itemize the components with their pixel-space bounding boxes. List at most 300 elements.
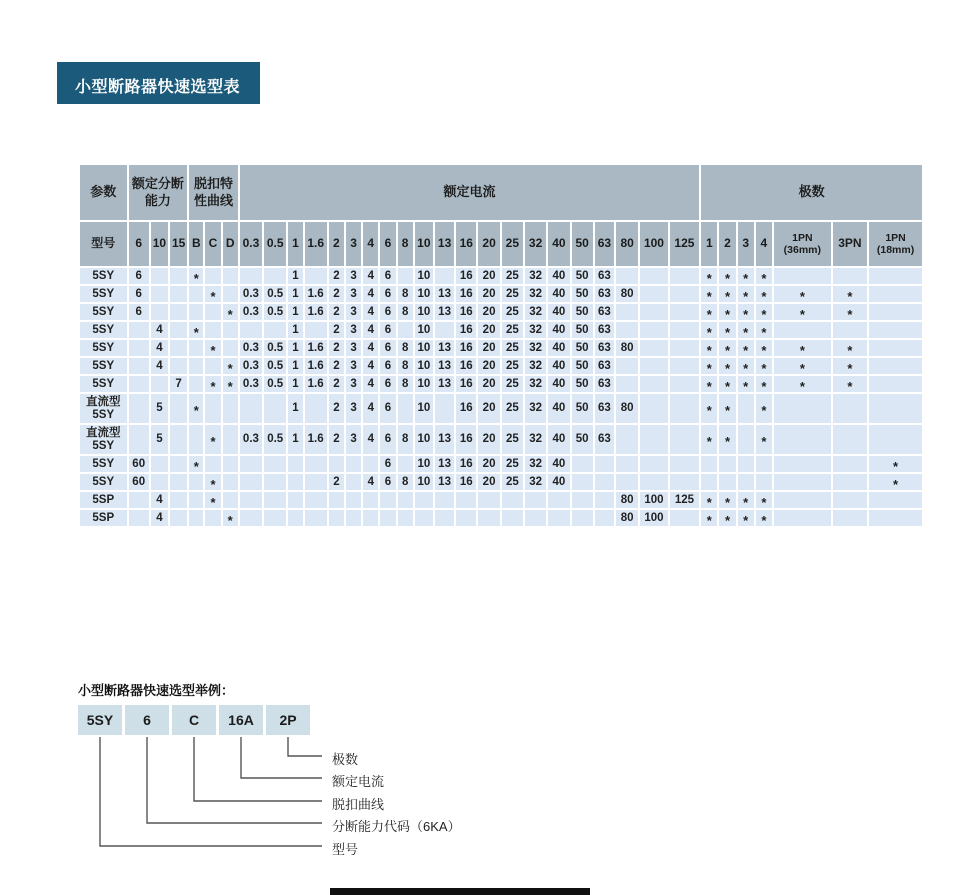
value-cell: 32 [525,286,546,302]
value-cell: 10 [415,268,433,284]
empty-cell [398,510,413,526]
value-cell: 63 [595,358,614,374]
empty-cell [288,474,302,490]
empty-cell [264,492,286,508]
value-cell: 32 [525,394,546,423]
empty-cell [223,286,238,302]
empty-cell [346,474,361,490]
star-cell: * [756,492,772,508]
value-cell: 25 [502,456,523,472]
empty-cell [205,456,220,472]
star-cell: * [756,376,772,392]
empty-cell [305,322,327,338]
table-body [80,268,922,526]
empty-cell [869,425,922,454]
empty-cell [502,492,523,508]
column-header: 63 [595,222,614,266]
star-cell: * [869,456,922,472]
value-cell: 1.6 [305,286,327,302]
column-header: 4 [756,222,772,266]
empty-cell [288,492,302,508]
value-cell: 6 [380,394,395,423]
empty-cell [129,425,149,454]
model-cell: 直流型 5SY [80,394,127,423]
value-cell: 16 [456,474,476,490]
example-box-current: 16A [219,705,263,735]
empty-cell [640,394,667,423]
empty-cell [595,456,614,472]
value-cell: 0.3 [240,304,262,320]
star-cell: * [738,510,754,526]
value-cell: 60 [129,474,149,490]
value-cell: 1 [288,376,302,392]
value-cell: 40 [548,286,569,302]
value-cell: 2 [329,268,344,284]
column-header: 16 [456,222,476,266]
value-cell: 32 [525,358,546,374]
empty-cell [151,474,168,490]
empty-cell [129,510,149,526]
value-cell: 60 [129,456,149,472]
value-cell: 63 [595,394,614,423]
star-cell: * [205,340,220,356]
value-cell: 2 [329,358,344,374]
value-cell: 50 [572,268,593,284]
value-cell: 4 [363,425,378,454]
empty-cell [670,456,700,472]
column-header: B [189,222,203,266]
header-breaking-capacity: 额定分断能力 [129,165,188,220]
empty-cell [572,510,593,526]
value-cell: 20 [478,456,499,472]
value-cell: 0.5 [264,304,286,320]
value-cell: 1 [288,304,302,320]
empty-cell [189,304,203,320]
empty-cell [363,456,378,472]
table-row [80,376,922,392]
value-cell: 0.5 [264,358,286,374]
value-cell: 10 [415,286,433,302]
value-cell: 3 [346,425,361,454]
star-cell: * [738,358,754,374]
star-cell: * [701,376,717,392]
star-cell: * [719,358,735,374]
empty-cell [640,340,667,356]
value-cell: 4 [363,340,378,356]
value-cell: 125 [670,492,700,508]
empty-cell [502,510,523,526]
table-head [80,165,922,266]
star-cell: * [701,510,717,526]
connector-current [241,737,322,778]
empty-cell [205,394,220,423]
empty-cell [223,340,238,356]
value-cell: 16 [456,376,476,392]
empty-cell [264,510,286,526]
value-cell: 50 [572,358,593,374]
empty-cell [170,510,187,526]
empty-cell [640,474,667,490]
column-header: C [205,222,220,266]
value-cell: 63 [595,340,614,356]
empty-cell [670,425,700,454]
empty-cell [129,376,149,392]
empty-cell [435,268,454,284]
value-cell: 4 [363,286,378,302]
value-cell: 8 [398,286,413,302]
value-cell: 5 [151,425,168,454]
empty-cell [869,322,922,338]
value-cell: 4 [151,358,168,374]
empty-cell [435,510,454,526]
value-cell: 63 [595,268,614,284]
value-cell: 10 [415,456,433,472]
star-cell: * [701,358,717,374]
model-cell: 5SY [80,340,127,356]
empty-cell [346,456,361,472]
star-cell: * [833,286,867,302]
empty-cell [595,474,614,490]
column-header: 0.5 [264,222,286,266]
example-box-poles: 2P [266,705,310,735]
empty-cell [738,394,754,423]
empty-cell [189,358,203,374]
empty-cell [640,304,667,320]
value-cell: 3 [346,394,361,423]
value-cell: 4 [151,322,168,338]
empty-cell [869,286,922,302]
value-cell: 1.6 [305,304,327,320]
empty-cell [151,456,168,472]
empty-cell [869,376,922,392]
value-cell: 25 [502,474,523,490]
empty-cell [774,456,831,472]
example-box-breaking-code: 6 [125,705,169,735]
value-cell: 20 [478,376,499,392]
value-cell: 6 [129,286,149,302]
empty-cell [595,510,614,526]
star-cell: * [223,304,238,320]
value-cell: 2 [329,425,344,454]
table-row [80,268,922,284]
value-cell: 40 [548,304,569,320]
star-cell: * [756,358,772,374]
empty-cell [305,492,327,508]
model-cell: 5SY [80,376,127,392]
star-cell: * [701,340,717,356]
value-cell: 80 [616,286,638,302]
table-row [80,456,922,472]
empty-cell [833,510,867,526]
value-cell: 0.5 [264,425,286,454]
empty-cell [223,456,238,472]
column-header: 1PN (36mm) [774,222,831,266]
star-cell: * [719,322,735,338]
empty-cell [264,474,286,490]
empty-cell [595,492,614,508]
star-cell: * [719,425,735,454]
empty-cell [756,474,772,490]
empty-cell [129,340,149,356]
value-cell: 3 [346,322,361,338]
star-cell: * [719,304,735,320]
empty-cell [548,510,569,526]
empty-cell [398,322,413,338]
empty-cell [329,510,344,526]
empty-cell [305,456,327,472]
model-cell: 5SY [80,456,127,472]
value-cell: 13 [435,425,454,454]
star-cell: * [701,492,717,508]
empty-cell [640,322,667,338]
column-header: 3 [346,222,361,266]
value-cell: 3 [346,268,361,284]
value-cell: 10 [415,304,433,320]
value-cell: 6 [380,304,395,320]
star-cell: * [205,286,220,302]
value-cell: 32 [525,268,546,284]
column-header: 型号 [80,222,127,266]
value-cell: 3 [346,358,361,374]
empty-cell [774,322,831,338]
empty-cell [616,425,638,454]
empty-cell [640,268,667,284]
star-cell: * [719,394,735,423]
empty-cell [398,394,413,423]
empty-cell [869,492,922,508]
empty-cell [640,376,667,392]
empty-cell [205,268,220,284]
connector-curve [194,737,322,801]
value-cell: 2 [329,322,344,338]
star-cell: * [738,322,754,338]
star-cell: * [223,510,238,526]
empty-cell [205,358,220,374]
table-row [80,492,922,508]
model-cell: 5SP [80,510,127,526]
column-header: 0.3 [240,222,262,266]
column-header: 125 [670,222,700,266]
column-header: 1PN (18mm) [869,222,922,266]
empty-cell [240,456,262,472]
star-cell: * [719,510,735,526]
subheader-row [80,222,922,266]
column-header: 6 [380,222,395,266]
model-cell: 5SY [80,474,127,490]
empty-cell [435,492,454,508]
empty-cell [189,286,203,302]
model-cell: 5SY [80,322,127,338]
value-cell: 1 [288,268,302,284]
empty-cell [305,510,327,526]
table-row [80,394,922,423]
value-cell: 13 [435,456,454,472]
value-cell: 16 [456,340,476,356]
star-cell: * [189,456,203,472]
value-cell: 4 [151,340,168,356]
empty-cell [774,492,831,508]
value-cell: 40 [548,322,569,338]
star-cell: * [223,376,238,392]
empty-cell [572,492,593,508]
header-parameter: 参数 [80,165,127,220]
value-cell: 5 [151,394,168,423]
value-cell: 100 [640,492,667,508]
value-cell: 0.5 [264,286,286,302]
value-cell: 20 [478,340,499,356]
value-cell: 32 [525,474,546,490]
column-header: 25 [502,222,523,266]
value-cell: 32 [525,340,546,356]
empty-cell [346,510,361,526]
value-cell: 16 [456,425,476,454]
table-row [80,322,922,338]
empty-cell [833,268,867,284]
value-cell: 25 [502,376,523,392]
value-cell: 20 [478,425,499,454]
star-cell: * [719,376,735,392]
empty-cell [129,394,149,423]
empty-cell [833,456,867,472]
value-cell: 80 [616,340,638,356]
star-cell: * [205,474,220,490]
star-cell: * [738,268,754,284]
example-label-breaking-code: 分断能力代码（6KA） [332,819,461,834]
empty-cell [398,268,413,284]
empty-cell [205,304,220,320]
column-header: 32 [525,222,546,266]
value-cell: 80 [616,394,638,423]
value-cell: 10 [415,358,433,374]
empty-cell [616,456,638,472]
empty-cell [170,268,187,284]
value-cell: 40 [548,474,569,490]
value-cell: 16 [456,456,476,472]
model-cell: 5SY [80,304,127,320]
empty-cell [833,474,867,490]
empty-cell [738,456,754,472]
table-row [80,474,922,490]
star-cell: * [774,286,831,302]
empty-cell [205,322,220,338]
empty-cell [774,268,831,284]
value-cell: 40 [548,358,569,374]
star-cell: * [205,492,220,508]
star-cell: * [756,394,772,423]
column-header: 2 [719,222,735,266]
empty-cell [170,358,187,374]
empty-cell [305,474,327,490]
empty-cell [756,456,772,472]
empty-cell [170,322,187,338]
empty-cell [670,376,700,392]
value-cell: 63 [595,425,614,454]
value-cell: 10 [415,394,433,423]
example-label-model: 型号 [332,842,359,857]
model-cell: 5SY [80,358,127,374]
star-cell: * [738,340,754,356]
header-rated-current: 额定电流 [240,165,699,220]
value-cell: 4 [363,394,378,423]
value-cell: 0.3 [240,358,262,374]
empty-cell [774,394,831,423]
empty-cell [616,304,638,320]
value-cell: 16 [456,286,476,302]
empty-cell [205,510,220,526]
empty-cell [616,268,638,284]
column-header: 3PN [833,222,867,266]
value-cell: 25 [502,358,523,374]
value-cell: 6 [380,474,395,490]
empty-cell [572,474,593,490]
star-cell: * [223,358,238,374]
column-header: 6 [129,222,149,266]
value-cell: 2 [329,376,344,392]
star-cell: * [756,322,772,338]
value-cell: 1.6 [305,376,327,392]
empty-cell [240,394,262,423]
value-cell: 13 [435,340,454,356]
value-cell: 20 [478,268,499,284]
empty-cell [456,510,476,526]
model-cell: 5SY [80,268,127,284]
star-cell: * [738,492,754,508]
value-cell: 10 [415,376,433,392]
star-cell: * [719,286,735,302]
example-label-poles: 极数 [332,752,359,767]
value-cell: 40 [548,394,569,423]
value-cell: 50 [572,376,593,392]
column-header: 20 [478,222,499,266]
value-cell: 4 [151,510,168,526]
connector-breaking-code [147,737,322,823]
empty-cell [478,492,499,508]
star-cell: * [833,304,867,320]
empty-cell [548,492,569,508]
value-cell: 4 [363,474,378,490]
star-cell: * [189,322,203,338]
table-row [80,510,922,526]
value-cell: 40 [548,456,569,472]
empty-cell [833,492,867,508]
column-header: 1 [701,222,717,266]
star-cell: * [756,340,772,356]
value-cell: 2 [329,340,344,356]
empty-cell [329,492,344,508]
value-cell: 8 [398,304,413,320]
empty-cell [869,304,922,320]
value-cell: 63 [595,376,614,392]
value-cell: 10 [415,425,433,454]
value-cell: 50 [572,322,593,338]
empty-cell [189,492,203,508]
empty-cell [223,474,238,490]
value-cell: 10 [415,340,433,356]
empty-cell [435,394,454,423]
empty-cell [640,456,667,472]
value-cell: 16 [456,304,476,320]
empty-cell [640,358,667,374]
value-cell: 50 [572,340,593,356]
table-row [80,286,922,302]
value-cell: 1 [288,425,302,454]
value-cell: 25 [502,394,523,423]
star-cell: * [701,304,717,320]
empty-cell [670,268,700,284]
value-cell: 40 [548,425,569,454]
model-cell: 5SY [80,286,127,302]
value-cell: 6 [380,358,395,374]
